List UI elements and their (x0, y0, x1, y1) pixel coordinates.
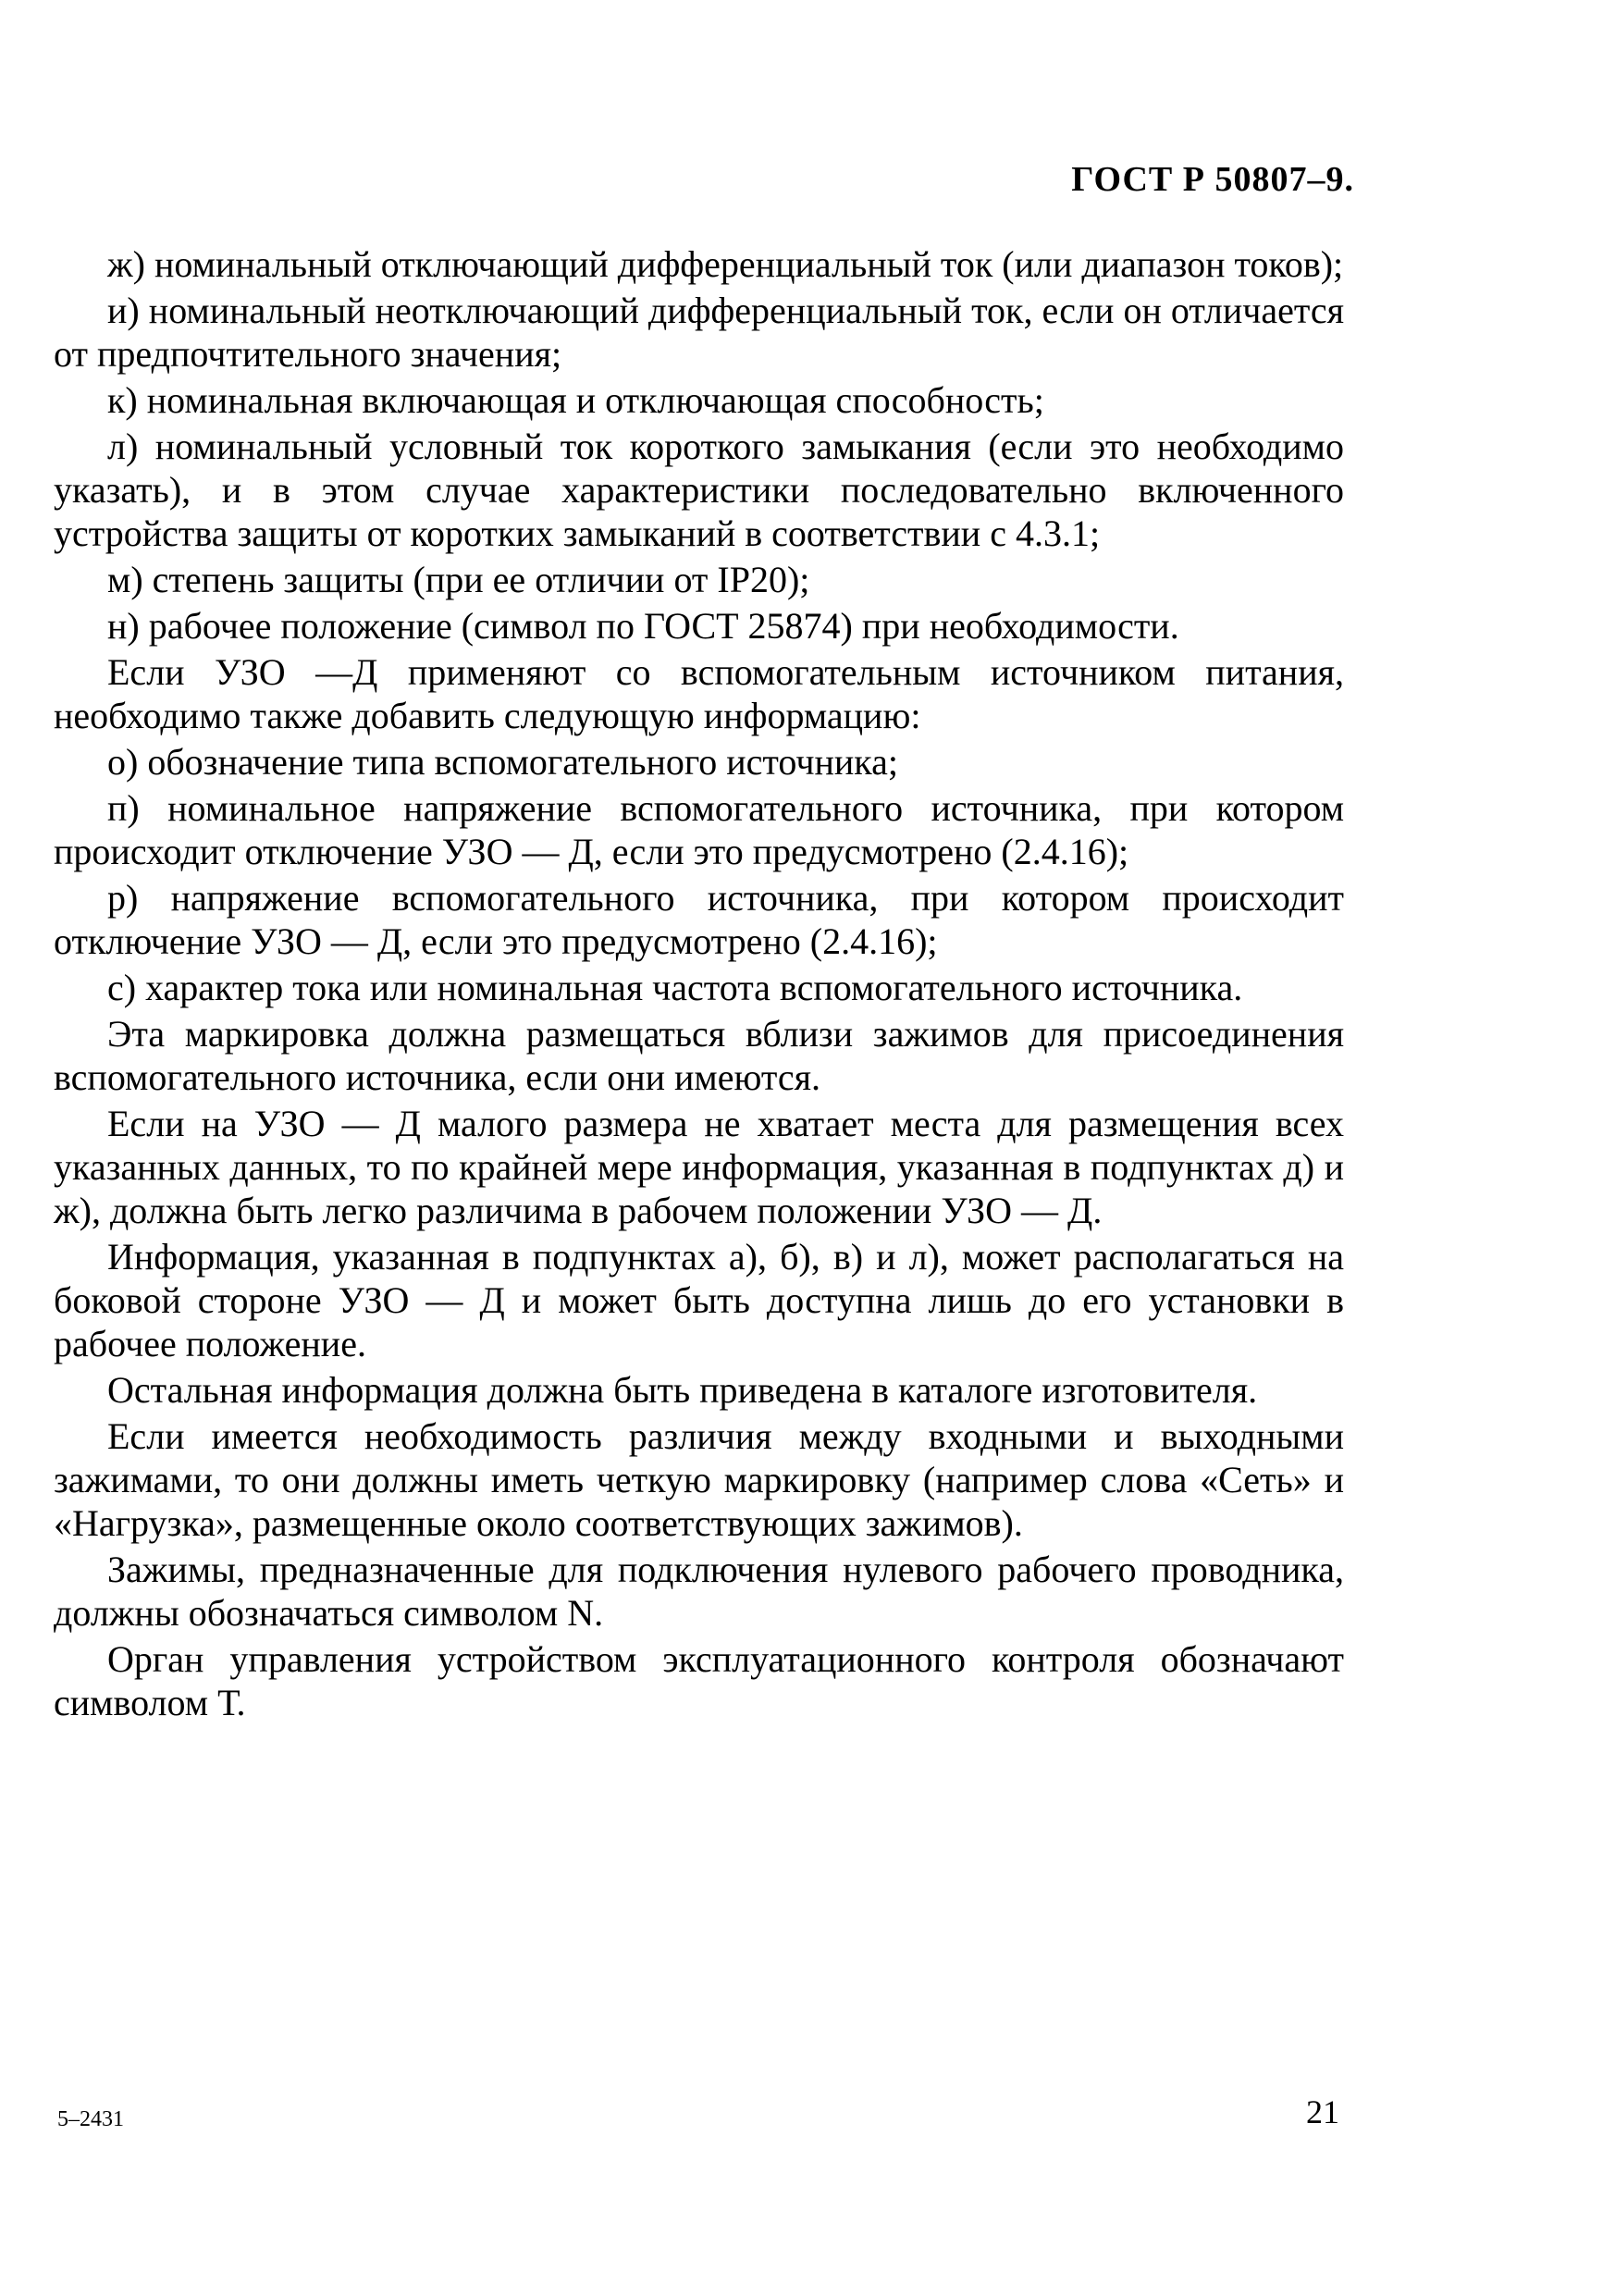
footer-print-code: 5–2431 (57, 2107, 124, 2131)
paragraph-terminals: Если имеется необходимость различия между входными и выходными зажимами, то они должны иметь четкую маркировку (например слова «Сеть» и «Нагрузка», размещенные около соответствующих зажимов). (54, 1415, 1344, 1544)
body-text (54, 242, 1344, 1727)
paragraph-n: н) рабочее положение (символ по ГОСТ 25874) при необходимости. (107, 605, 1179, 647)
paragraph-s: с) характер тока или номинальная частота вспомогательного источника. (107, 967, 1243, 1008)
paragraph-l: л) номинальный условный ток короткого замыкания (если это необходимо указать), и в этом случае характеристики последовательно включенного устройства защиты от коротких замыканий в соответствии с 4.3.1; (54, 426, 1344, 554)
paragraph-catalog: Остальная информация должна быть приведена в каталоге изготовителя. (107, 1369, 1258, 1411)
paragraph-k: к) номинальная включающая и отключающая способность; (107, 379, 1044, 421)
paragraph-o: о) обозначение типа вспомогательного источника; (107, 741, 898, 783)
paragraph-i: и) номинальный неотключающий дифференциальный ток, если он отличается от предпочтительного значения; (54, 290, 1344, 375)
paragraph-zh: ж) номинальный отключающий дифференциальный ток (или диапазон токов); (107, 243, 1344, 285)
paragraph-test-control: Орган управления устройством эксплуатационного контроля обозначают символом Т. (54, 1638, 1344, 1723)
paragraph-neutral: Зажимы, предназначенные для подключения нулевого рабочего проводника, должны обозначаться символом N. (54, 1549, 1344, 1634)
paragraph-p: п) номинальное напряжение вспомогательного источника, при котором происходит отключение УЗО — Д, если это предусмотрено (2.4.16); (54, 787, 1344, 872)
paragraph-m: м) степень защиты (при ее отличии от IP20); (107, 559, 810, 600)
paragraph-r: р) напряжение вспомогательного источника, при котором происходит отключение УЗО — Д, если это предусмотрено (2.4.16); (54, 877, 1344, 962)
page-number: 21 (1306, 2093, 1339, 2130)
page-header-standard: ГОСТ Р 50807–9. (1071, 160, 1354, 199)
paragraph-auxiliary-intro: Если УЗО —Д применяют со вспомогательным источником питания, необходимо также добавить следующую информацию: (54, 651, 1344, 736)
paragraph-small-device: Если на УЗО — Д малого размера не хватает места для размещения всех указанных данных, то по крайней мере информация, указанная в подпунктах д) и ж), должна быть легко различима в рабочем положении УЗО — Д. (54, 1103, 1344, 1231)
paragraph-side-info: Информация, указанная в подпунктах а), б), в) и л), может располагаться на боковой стороне УЗО — Д и может быть доступна лишь до его установки в рабочее положение. (54, 1236, 1344, 1364)
paragraph-marking-location: Эта маркировка должна размещаться вблизи зажимов для присоединения вспомогательного источника, если они имеются. (54, 1013, 1344, 1098)
